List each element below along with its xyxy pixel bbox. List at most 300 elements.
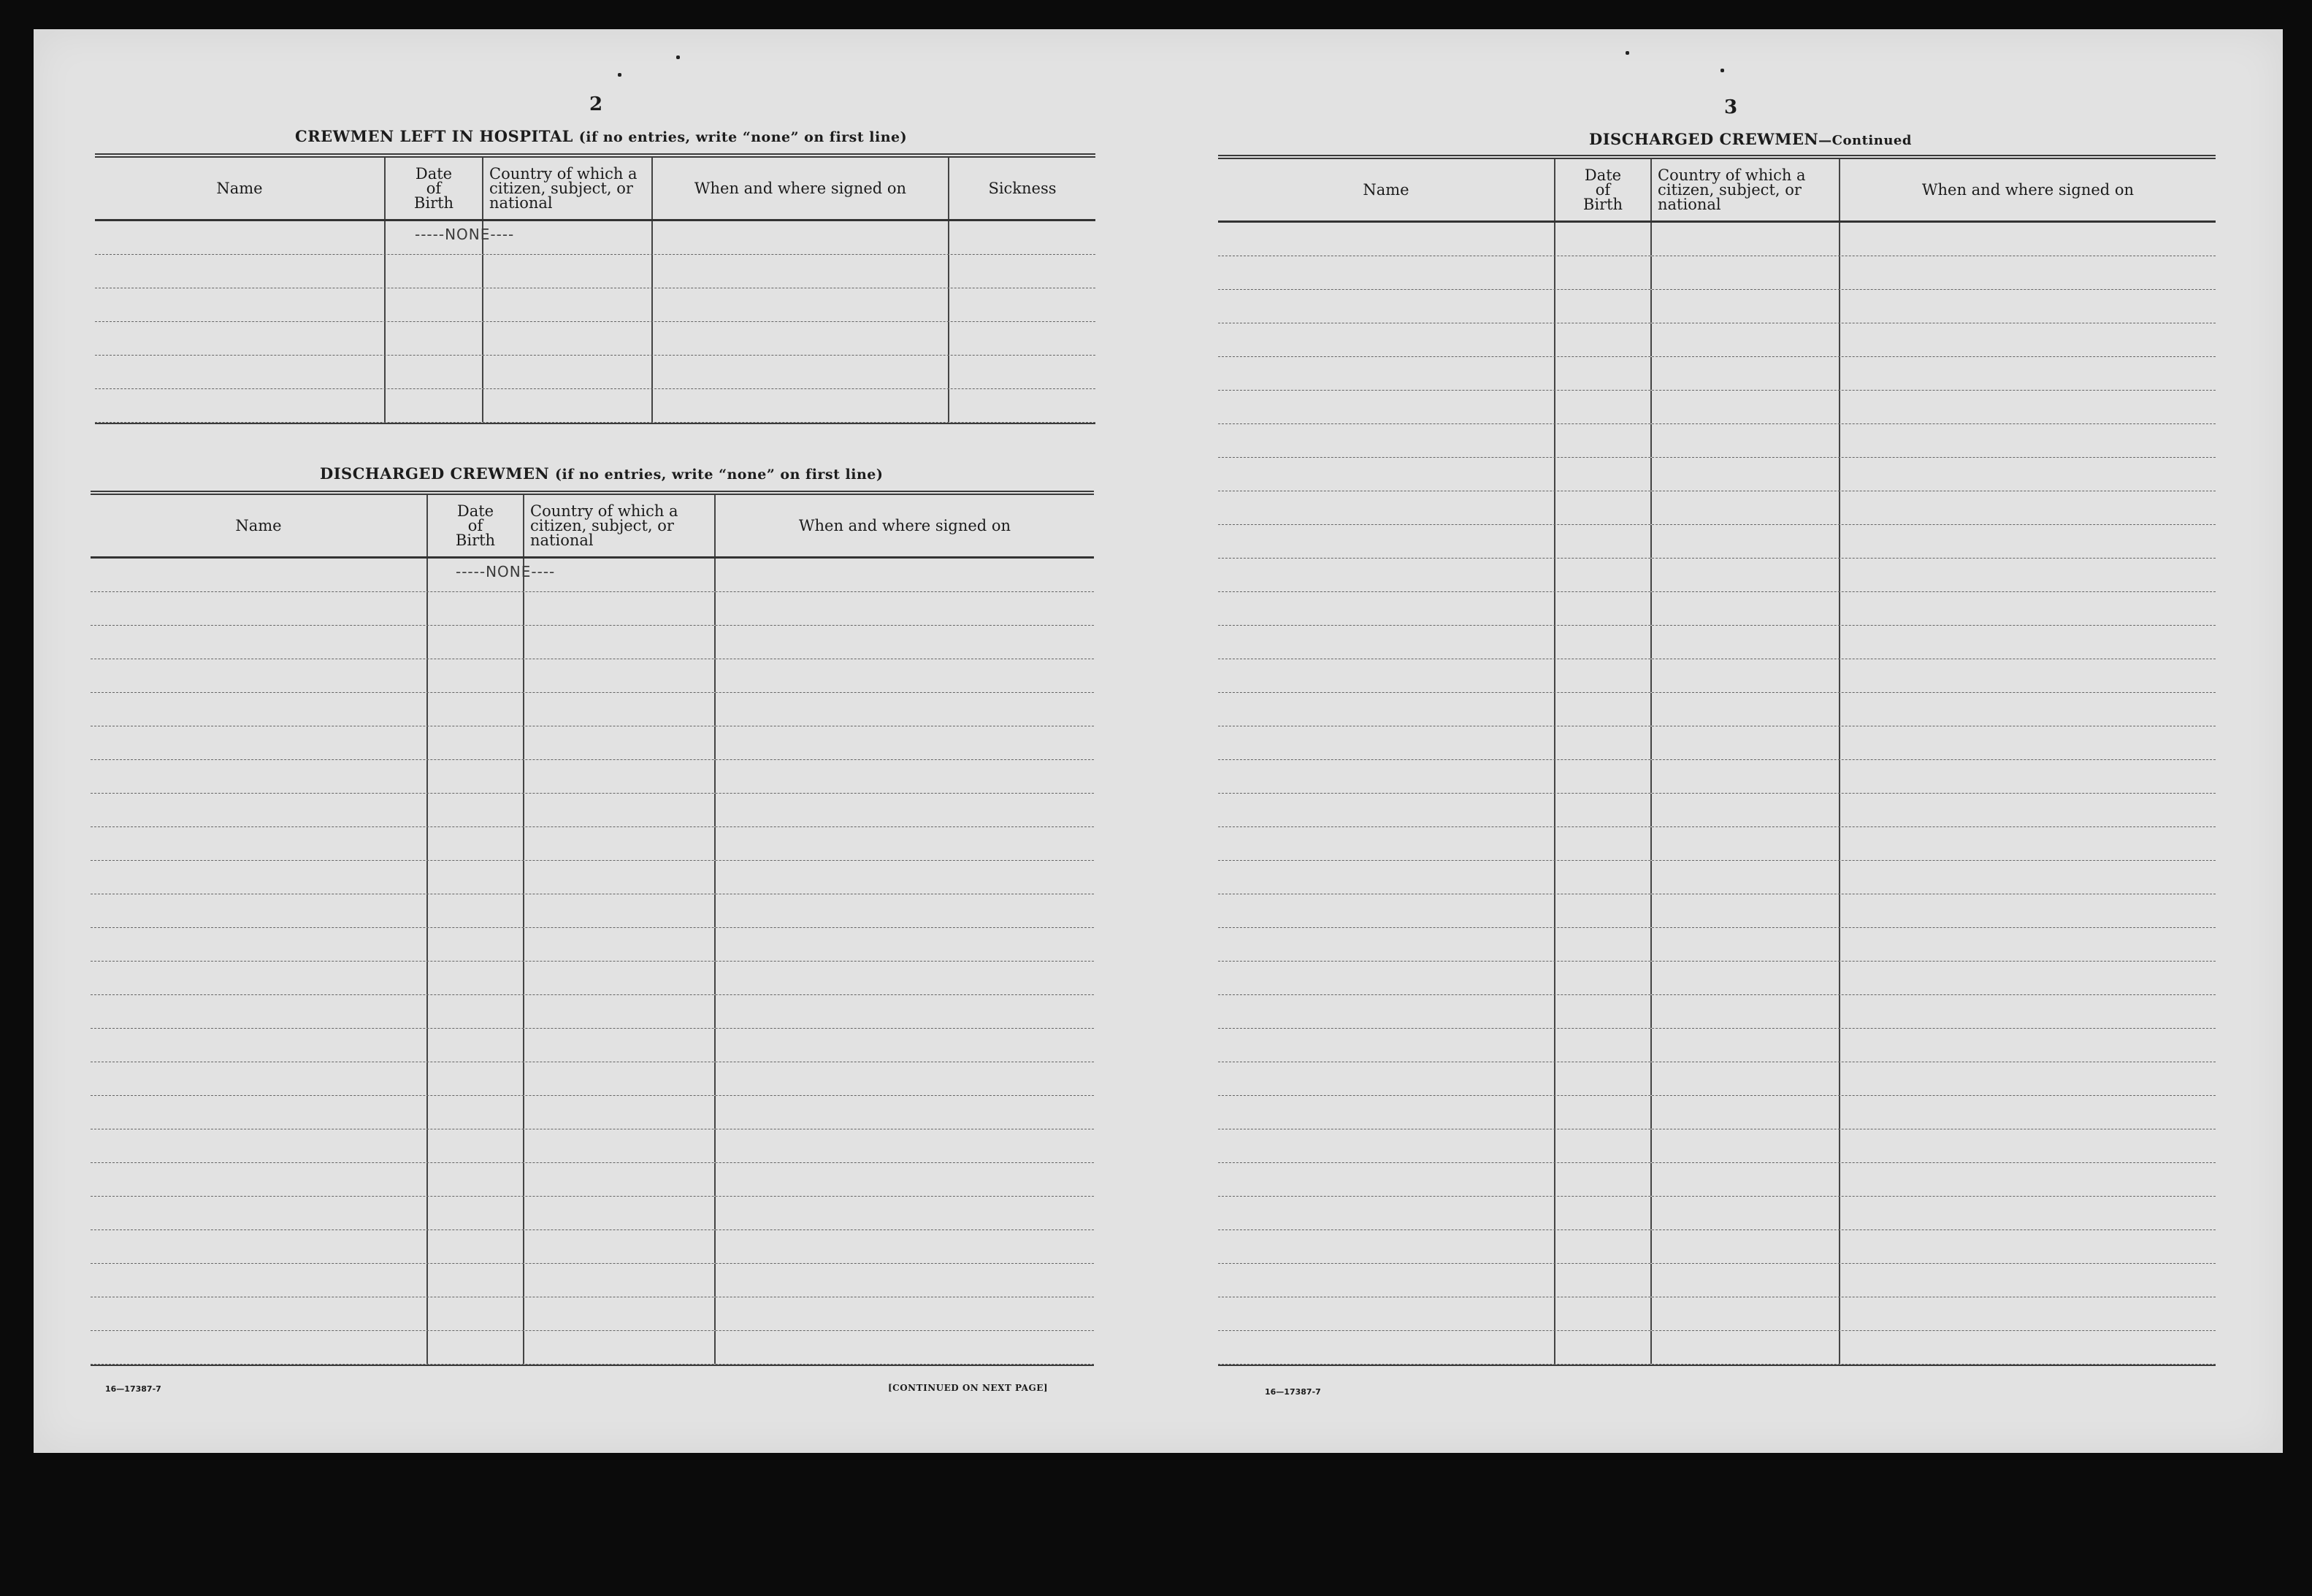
- table-cell: [524, 995, 716, 1028]
- table-row: [1218, 1331, 2216, 1365]
- table-cell: [1218, 1331, 1555, 1364]
- table-row: [91, 1163, 1094, 1197]
- table-cell: [1840, 760, 2216, 793]
- table-cell: [524, 626, 716, 659]
- table-cell: [1555, 424, 1652, 457]
- table-cell: [91, 1230, 428, 1263]
- table-cell: [428, 726, 524, 759]
- table-row: [1218, 491, 2216, 525]
- document-sheet: [34, 29, 2283, 1453]
- table-cell: [1652, 726, 1840, 759]
- table-cell: [91, 1331, 428, 1364]
- table-row: [91, 760, 1094, 794]
- table-cell: [1652, 1029, 1840, 1062]
- table-cell: [1652, 962, 1840, 994]
- discharged-continued-title-text: DISCHARGED CREWMEN: [1589, 130, 1819, 148]
- table-cell: [653, 356, 949, 388]
- table-cell: [91, 592, 428, 625]
- table-cell: [1652, 592, 1840, 625]
- table-cell: [95, 322, 386, 355]
- table-cell: [386, 389, 483, 422]
- table-cell: [949, 288, 1095, 321]
- table-cell: [1840, 995, 2216, 1028]
- table-cell: [91, 1129, 428, 1162]
- table-row: [95, 255, 1095, 288]
- table-cell: [716, 1062, 1094, 1095]
- table-cell: [524, 1331, 716, 1364]
- table-cell: [428, 1029, 524, 1062]
- table-cell: [1652, 491, 1840, 524]
- table-row: [91, 559, 1094, 592]
- table-cell: [91, 1096, 428, 1129]
- table-cell: [428, 827, 524, 860]
- table-cell: [716, 794, 1094, 826]
- table-cell: [428, 559, 556, 591]
- table-row: [91, 1096, 1094, 1129]
- table-cell: [1555, 861, 1652, 894]
- table-cell: [91, 995, 428, 1028]
- table-cell: [1555, 928, 1652, 961]
- table-cell: [1840, 391, 2216, 423]
- hospital-table: [95, 153, 1095, 424]
- table-cell: [1555, 1331, 1652, 1364]
- discharged-instruction: (if no entries, write “none” on first line): [554, 467, 884, 483]
- table-cell: [483, 322, 653, 355]
- table-cell: [1555, 995, 1652, 1028]
- form-number: 16—17387-7: [1265, 1387, 1321, 1397]
- table-cell: [1840, 928, 2216, 961]
- table-cell: [524, 1129, 716, 1162]
- table-cell: [1840, 1029, 2216, 1062]
- table-cell: [1652, 760, 1840, 793]
- table-cell: [1840, 861, 2216, 894]
- table-cell: [716, 861, 1094, 894]
- table-cell: [524, 592, 716, 625]
- table-row: [91, 861, 1094, 894]
- table-cell: [1840, 424, 2216, 457]
- table-cell: [1652, 256, 1840, 289]
- hospital-table-header: [95, 158, 1095, 221]
- discharged-title-text: DISCHARGED CREWMEN: [320, 464, 550, 483]
- table-cell: [524, 1096, 716, 1129]
- table-row: [91, 1297, 1094, 1331]
- table-row: [1218, 760, 2216, 794]
- hospital-section-title: [295, 127, 907, 145]
- table-cell: [524, 760, 716, 793]
- table-cell: [524, 659, 716, 692]
- form-number: 16—17387-7: [105, 1384, 161, 1394]
- table-row: [1218, 1163, 2216, 1197]
- table-cell: [1840, 626, 2216, 659]
- table-cell: [716, 760, 1094, 793]
- table-cell: [1652, 1096, 1840, 1129]
- table-cell: [1840, 1230, 2216, 1263]
- table-cell: [1555, 1297, 1652, 1330]
- table-cell: [1555, 559, 1652, 591]
- table-cell: [716, 1264, 1094, 1297]
- table-row: [1218, 1029, 2216, 1062]
- table-cell: [483, 288, 653, 321]
- table-row: [91, 1331, 1094, 1365]
- table-cell: [1555, 391, 1652, 423]
- table-cell: [716, 1197, 1094, 1229]
- table-cell: [428, 659, 524, 692]
- table-cell: [716, 1129, 1094, 1162]
- table-cell: [653, 255, 949, 288]
- table-row: [91, 995, 1094, 1029]
- table-cell: [716, 962, 1094, 994]
- table-cell: [1840, 592, 2216, 625]
- table-cell: [1555, 458, 1652, 491]
- table-cell: [1218, 760, 1555, 793]
- table-row: [95, 288, 1095, 322]
- table-cell: [716, 1029, 1094, 1062]
- table-cell: [428, 1129, 524, 1162]
- table-row: [1218, 223, 2216, 256]
- table-cell: [1840, 962, 2216, 994]
- table-cell: [1218, 323, 1555, 356]
- table-cell: [716, 693, 1094, 726]
- table-cell: [1652, 559, 1840, 591]
- table-row: [1218, 1096, 2216, 1129]
- col-header-when-where: When and where signed on: [653, 158, 949, 219]
- table-cell: [1555, 525, 1652, 558]
- table-cell: [1218, 726, 1555, 759]
- table-row: [1218, 1264, 2216, 1297]
- table-cell: [1652, 458, 1840, 491]
- table-cell: [91, 928, 428, 961]
- table-cell: [386, 322, 483, 355]
- table-row: [91, 1029, 1094, 1062]
- discharged-table: [91, 491, 1094, 1366]
- table-row: [1218, 928, 2216, 962]
- table-cell: [524, 1062, 716, 1095]
- table-row: [1218, 794, 2216, 827]
- table-row: [91, 827, 1094, 861]
- discharged-table-header: [91, 495, 1094, 559]
- table-cell: [716, 894, 1094, 927]
- table-cell: [1218, 1129, 1555, 1162]
- table-cell: [1555, 962, 1652, 994]
- table-cell: [95, 255, 386, 288]
- table-cell: [1652, 827, 1840, 860]
- table-row: [1218, 458, 2216, 491]
- table-cell: [716, 1331, 1094, 1364]
- left-page: [34, 29, 1144, 1453]
- table-row: [1218, 323, 2216, 357]
- table-cell: [1555, 1062, 1652, 1095]
- table-cell: [95, 288, 386, 321]
- table-row: [91, 794, 1094, 827]
- table-row: [91, 928, 1094, 962]
- table-cell: [1555, 726, 1652, 759]
- table-cell: [428, 1331, 524, 1364]
- table-cell: [949, 255, 1095, 288]
- table-row: [91, 592, 1094, 626]
- col-header-date-of-birth: Date of Birth: [428, 495, 524, 556]
- table-cell: [428, 928, 524, 961]
- table-cell: [1218, 1163, 1555, 1196]
- table-row: [1218, 693, 2216, 726]
- table-cell: [1555, 1096, 1652, 1129]
- table-cell: [428, 894, 524, 927]
- table-cell: [1555, 323, 1652, 356]
- table-cell: [91, 1197, 428, 1229]
- table-row: [1218, 256, 2216, 290]
- table-cell: [949, 322, 1095, 355]
- table-cell: [524, 894, 716, 927]
- table-cell: [524, 962, 716, 994]
- table-cell: [1555, 290, 1652, 323]
- table-cell: [1840, 894, 2216, 927]
- table-cell: [91, 559, 428, 591]
- table-row: [91, 726, 1094, 760]
- table-row: [95, 221, 1095, 255]
- table-cell: [91, 760, 428, 793]
- table-cell: [1555, 256, 1652, 289]
- table-cell: [1652, 1062, 1840, 1095]
- table-row: [91, 626, 1094, 659]
- table-cell: [1652, 1230, 1840, 1263]
- col-header-name: Name: [95, 158, 386, 219]
- table-cell: [428, 760, 524, 793]
- table-cell: [91, 1163, 428, 1196]
- table-cell: [1218, 659, 1555, 692]
- table-cell: [1840, 1129, 2216, 1162]
- table-row: [1218, 357, 2216, 391]
- table-cell: [1555, 827, 1652, 860]
- col-header-country: Country of which a citizen, subject, or national: [1652, 159, 1840, 220]
- table-row: [91, 693, 1094, 726]
- table-cell: [386, 356, 483, 388]
- table-row: [91, 1197, 1094, 1230]
- col-header-sickness: Sickness: [988, 180, 1057, 197]
- table-cell: [1652, 894, 1840, 927]
- table-cell: [1218, 693, 1555, 726]
- table-cell: [1218, 861, 1555, 894]
- table-cell: [1218, 1297, 1555, 1330]
- hospital-instruction: (if no entries, write “none” on first line): [578, 129, 908, 145]
- table-cell: [1840, 323, 2216, 356]
- table-cell: [524, 1163, 716, 1196]
- table-row: [95, 322, 1095, 356]
- table-cell: [1555, 693, 1652, 726]
- table-cell: [1218, 1264, 1555, 1297]
- col-header-name: Name: [91, 495, 428, 556]
- table-cell: [1555, 794, 1652, 826]
- table-cell: [1652, 794, 1840, 826]
- col-header-when-where: When and where signed on: [798, 517, 1011, 534]
- table-cell: [1840, 1197, 2216, 1229]
- table-row: [1218, 290, 2216, 323]
- table-cell: [716, 1230, 1094, 1263]
- table-cell: [1652, 659, 1840, 692]
- table-cell: [95, 356, 386, 388]
- table-row: [1218, 559, 2216, 592]
- table-cell: [91, 1297, 428, 1330]
- table-row: [95, 389, 1095, 423]
- table-cell: [524, 794, 716, 826]
- table-row: [1218, 726, 2216, 760]
- table-cell: [1555, 1264, 1652, 1297]
- table-cell: [1840, 256, 2216, 289]
- discharged-section-title: [320, 464, 883, 483]
- table-cell: [949, 356, 1095, 388]
- table-row: [1218, 1197, 2216, 1230]
- table-cell: [1218, 626, 1555, 659]
- table-cell: [428, 1297, 524, 1330]
- table-cell: [1652, 391, 1840, 423]
- table-cell: [1555, 760, 1652, 793]
- table-cell: [524, 1230, 716, 1263]
- table-cell: [716, 592, 1094, 625]
- table-cell: [1218, 962, 1555, 994]
- hospital-table-body: [95, 221, 1095, 423]
- table-cell: [1555, 357, 1652, 390]
- table-cell: [1840, 290, 2216, 323]
- table-cell: [716, 1297, 1094, 1330]
- table-cell: [716, 659, 1094, 692]
- table-cell: [95, 389, 386, 422]
- table-cell: [386, 221, 515, 254]
- table-cell: [1218, 995, 1555, 1028]
- scan-mark: [1720, 69, 1724, 72]
- table-cell: [91, 726, 428, 759]
- col-header-country: Country of which a citizen, subject, or national: [483, 158, 653, 219]
- table-cell: [1218, 525, 1555, 558]
- table-cell: [428, 1197, 524, 1229]
- table-cell: [524, 1297, 716, 1330]
- table-cell: [1840, 1297, 2216, 1330]
- table-cell: [428, 995, 524, 1028]
- table-row: [1218, 592, 2216, 626]
- table-cell: [1218, 559, 1555, 591]
- table-cell: [428, 592, 524, 625]
- table-cell: [653, 322, 949, 355]
- table-cell: [1218, 491, 1555, 524]
- table-cell: [524, 861, 716, 894]
- table-row: [95, 356, 1095, 389]
- table-cell: [91, 659, 428, 692]
- table-cell: [428, 1096, 524, 1129]
- table-row: [1218, 659, 2216, 693]
- table-cell: [716, 1096, 1094, 1129]
- table-cell: [428, 962, 524, 994]
- table-cell: [1840, 1096, 2216, 1129]
- continued-label: —Continued: [1818, 133, 1912, 148]
- col-header-country: Country of which a citizen, subject, or national: [524, 495, 716, 556]
- table-cell: [1218, 1197, 1555, 1229]
- table-cell: [1218, 794, 1555, 826]
- table-cell: [91, 794, 428, 826]
- table-cell: [1555, 223, 1652, 256]
- table-cell: [428, 861, 524, 894]
- table-cell: [1555, 894, 1652, 927]
- table-cell: [1555, 626, 1652, 659]
- table-cell: [1218, 458, 1555, 491]
- table-cell: [1840, 491, 2216, 524]
- table-cell: [1555, 592, 1652, 625]
- table-cell: [91, 894, 428, 927]
- table-row: [91, 1230, 1094, 1264]
- discharged-continued-body: [1218, 223, 2216, 1365]
- table-cell: [1652, 928, 1840, 961]
- none-entry: -----NONE----: [456, 563, 556, 580]
- table-row: [1218, 861, 2216, 894]
- table-cell: [1218, 256, 1555, 289]
- table-cell: [1652, 424, 1840, 457]
- table-cell: [1555, 1163, 1652, 1196]
- table-cell: [949, 389, 1095, 422]
- table-cell: [1840, 693, 2216, 726]
- table-cell: [716, 726, 1094, 759]
- table-cell: [1218, 592, 1555, 625]
- table-cell: [1218, 391, 1555, 423]
- table-cell: [1652, 290, 1840, 323]
- table-cell: [653, 389, 949, 422]
- table-row: [1218, 1129, 2216, 1163]
- table-row: [1218, 525, 2216, 559]
- table-cell: [716, 928, 1094, 961]
- table-cell: [1218, 424, 1555, 457]
- table-cell: [1218, 1029, 1555, 1062]
- table-cell: [716, 827, 1094, 860]
- table-cell: [1218, 1096, 1555, 1129]
- table-cell: [1652, 693, 1840, 726]
- table-row: [1218, 1062, 2216, 1096]
- table-cell: [524, 928, 716, 961]
- discharged-continued-title: [1589, 130, 1912, 148]
- table-cell: [1840, 1062, 2216, 1095]
- table-row: [91, 1062, 1094, 1096]
- table-cell: [386, 255, 483, 288]
- table-cell: [1652, 1297, 1840, 1330]
- table-cell: [483, 255, 653, 288]
- hospital-title-text: CREWMEN LEFT IN HOSPITAL: [295, 127, 573, 145]
- table-cell: [91, 693, 428, 726]
- table-row: [91, 1264, 1094, 1297]
- table-cell: [483, 356, 653, 388]
- table-cell: [716, 995, 1094, 1028]
- table-cell: [524, 693, 716, 726]
- table-cell: [1555, 491, 1652, 524]
- table-cell: [1840, 525, 2216, 558]
- table-cell: [524, 726, 716, 759]
- table-cell: [1652, 1129, 1840, 1162]
- discharged-continued-table: [1218, 155, 2216, 1366]
- continued-note: [CONTINUED ON NEXT PAGE]: [888, 1383, 1049, 1393]
- table-cell: [524, 1264, 716, 1297]
- table-row: [1218, 995, 2216, 1029]
- table-cell: [1218, 894, 1555, 927]
- table-cell: [1218, 928, 1555, 961]
- table-row: [1218, 391, 2216, 424]
- col-header-date-of-birth: Date of Birth: [386, 158, 483, 219]
- table-cell: [483, 389, 653, 422]
- table-cell: [1652, 223, 1840, 256]
- table-cell: [1840, 223, 2216, 256]
- table-cell: [1555, 1029, 1652, 1062]
- table-cell: [95, 221, 386, 254]
- table-cell: [1218, 223, 1555, 256]
- table-cell: [1840, 659, 2216, 692]
- table-cell: [386, 288, 483, 321]
- table-cell: [524, 827, 716, 860]
- scan-mark: [1626, 51, 1629, 55]
- table-cell: [428, 693, 524, 726]
- table-row: [1218, 827, 2216, 861]
- discharged-table-body: [91, 559, 1094, 1365]
